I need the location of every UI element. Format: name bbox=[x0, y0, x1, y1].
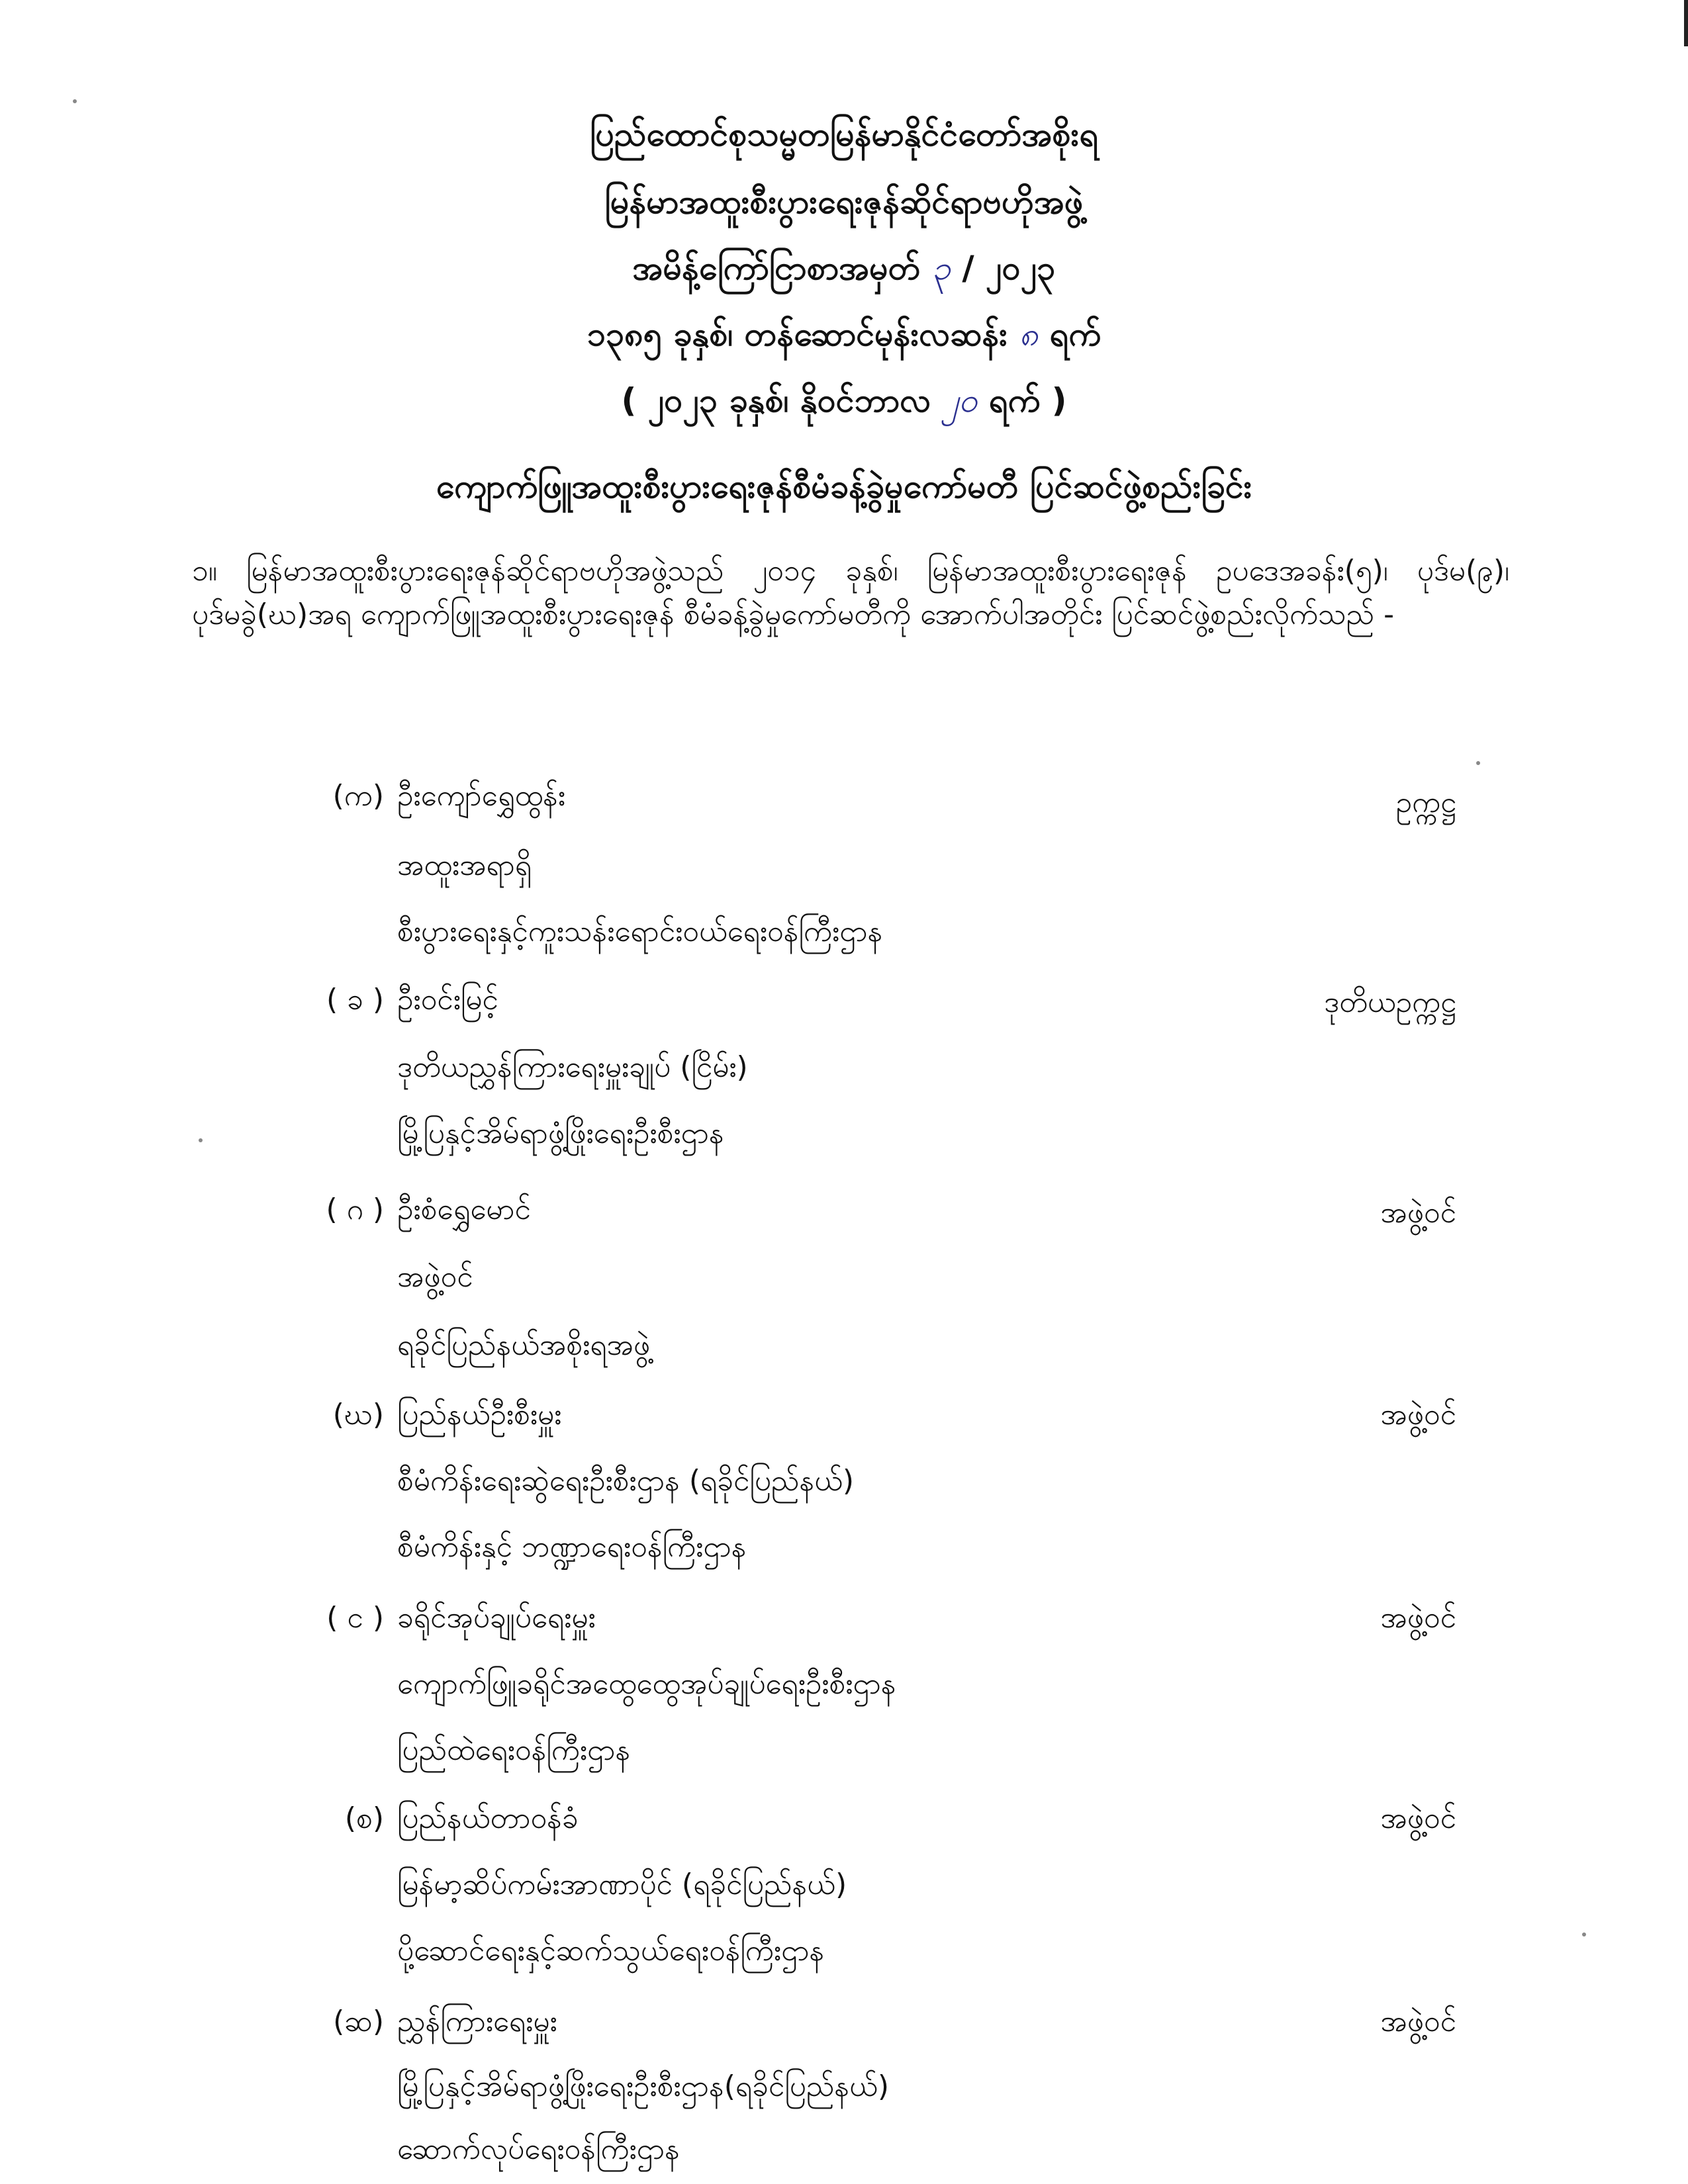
member-position: မြို့ပြနှင့်အိမ်ရာဖွံ့ဖြိုးရေးဦးစီးဌာန(ရခိုင်ပြည်နယ်) bbox=[397, 2070, 890, 2103]
committee-name: မြန်မာအထူးစီးပွားရေးဇုန်ဆိုင်ရာဗဟိုအဖွဲ့ bbox=[604, 183, 1084, 221]
scan-speck bbox=[1476, 761, 1480, 765]
member-role: အဖွဲ့ဝင် bbox=[1380, 2005, 1456, 2038]
member-role: ဥက္ကဋ္ဌ bbox=[1395, 786, 1456, 819]
member-label: ( ဂ ) bbox=[326, 1193, 384, 1226]
scan-speck bbox=[73, 99, 77, 103]
member-role: အဖွဲ့ဝင် bbox=[1380, 1801, 1456, 1835]
government-name: ပြည်ထောင်စုသမ္မတမြန်မာနိုင်ငံတော်အစိုးရ bbox=[590, 115, 1098, 154]
gregorian-date-suffix: ရက် ) bbox=[988, 381, 1067, 420]
member-name: ညွှန်ကြားရေးမှူး bbox=[397, 2005, 557, 2038]
member-department: ပြည်ထဲရေးဝန်ကြီးဌာန bbox=[397, 1733, 631, 1767]
member-position: အထူးအရာရှိ bbox=[397, 848, 532, 882]
member-department: ဆောက်လုပ်ရေးဝန်ကြီးဌာန bbox=[397, 2132, 680, 2166]
myanmar-date-suffix: ရက် bbox=[1049, 315, 1102, 353]
myanmar-date-line bbox=[0, 311, 1688, 357]
paragraph-1: ၁။ မြန်မာအထူးစီးပွားရေးဇုန်ဆိုင်ရာဗဟိုအဖွဲ့သည် ၂၀၁၄ ခုနှစ်၊ မြန်မာအထူးစီးပွားရေးဇုန် ဥပဒေအခန်း(၅)၊ ပုဒ်မ(၉)၊ ပုဒ်မခွဲ(ဃ)အရ ကျောက်ဖြူအထူးစီးပွားရေးဇုန် စီမံခန့်ခွဲမှုကော်မတီကို အောက်ပါအတိုင်း ပြင်ဆင်ဖွဲ့စည်းလိုက်သည် - bbox=[192, 554, 1509, 631]
member-name: ဦးစံရွှေမောင် bbox=[397, 1193, 531, 1226]
document-title: ကျောက်ဖြူအထူးစီးပွားရေးဇုန်စီမံခန့်ခွဲမှုကော်မတီ ပြင်ဆင်ဖွဲ့စည်းခြင်း bbox=[436, 467, 1252, 506]
member-position: စီမံကိန်းရေးဆွဲရေးဦးစီးဌာန (ရခိုင်ပြည်နယ်) bbox=[397, 1464, 855, 1498]
gregorian-date-line bbox=[0, 377, 1688, 424]
member-label: (ဆ) bbox=[333, 2005, 384, 2038]
member-label: ( ခ ) bbox=[326, 983, 384, 1017]
member-role: အဖွဲ့ဝင် bbox=[1380, 1398, 1456, 1432]
member-label: ( င ) bbox=[326, 1601, 384, 1635]
member-name: ခရိုင်အုပ်ချုပ်ရေးမှူး bbox=[397, 1601, 596, 1635]
member-name: ပြည်နယ်ဦးစီးမှူး bbox=[397, 1398, 562, 1432]
member-label: (ဃ) bbox=[332, 1398, 384, 1432]
notification-number: ၃ bbox=[931, 249, 951, 287]
notification-number-line bbox=[0, 245, 1688, 291]
member-position: ကျောက်ဖြူခရိုင်အထွေထွေအုပ်ချုပ်ရေးဦးစီးဌာန bbox=[397, 1667, 896, 1701]
myanmar-date-prefix: ၁၃၈၅ ခုနှစ်၊ တန်ဆောင်မုန်းလဆန်း bbox=[586, 315, 1008, 353]
member-position: မြန်မာ့ဆိပ်ကမ်းအာဏာပိုင် (ရခိုင်ပြည်နယ်) bbox=[397, 1868, 847, 1901]
notification-year: / ၂၀၂၃ bbox=[962, 249, 1056, 287]
member-department: ပို့ဆောင်ရေးနှင့်ဆက်သွယ်ရေးဝန်ကြီးဌာန bbox=[397, 1934, 825, 1968]
member-position: အဖွဲ့ဝင် bbox=[397, 1260, 473, 1294]
member-department: မြို့ပြနှင့်အိမ်ရာဖွံ့ဖြိုးရေးဦးစီးဌာန bbox=[397, 1116, 724, 1150]
member-role: အဖွဲ့ဝင် bbox=[1380, 1196, 1456, 1230]
member-name: ဦးကျော်ရွှေထွန်း bbox=[397, 779, 566, 813]
member-department: စီးပွားရေးနှင့်ကူးသန်းရောင်းဝယ်ရေးဝန်ကြီးဌာန bbox=[397, 915, 883, 948]
member-position: ဒုတိယညွှန်ကြားရေးမှူးချုပ် (ငြိမ်း) bbox=[397, 1050, 748, 1084]
myanmar-date-day: ၈ bbox=[1019, 315, 1038, 353]
member-role: ဒုတိယဥက္ကဋ္ဌ bbox=[1324, 985, 1456, 1019]
member-department: စီမံကိန်းနှင့် ဘဏ္ဍာရေးဝန်ကြီးဌာန bbox=[397, 1530, 747, 1564]
scan-edge-mark bbox=[1684, 0, 1688, 46]
member-role: အဖွဲ့ဝင် bbox=[1380, 1601, 1456, 1635]
member-label: (က) bbox=[332, 779, 384, 813]
scan-speck bbox=[1582, 1933, 1586, 1936]
member-department: ရခိုင်ပြည်နယ်အစိုးရအဖွဲ့ bbox=[397, 1328, 651, 1362]
notification-label: အမိန့်ကြော်ငြာစာအမှတ် bbox=[632, 249, 921, 287]
member-name: ပြည်နယ်တာဝန်ခံ bbox=[397, 1801, 579, 1835]
member-label: (စ) bbox=[344, 1801, 384, 1835]
member-name: ဦးဝင်းမြင့် bbox=[397, 983, 498, 1017]
gregorian-date-prefix: ( ၂၀၂၃ ခုနှစ်၊ နိုဝင်ဘာလ bbox=[621, 381, 931, 420]
scan-speck bbox=[199, 1138, 203, 1142]
gregorian-date-day: ၂၀ bbox=[942, 381, 978, 420]
